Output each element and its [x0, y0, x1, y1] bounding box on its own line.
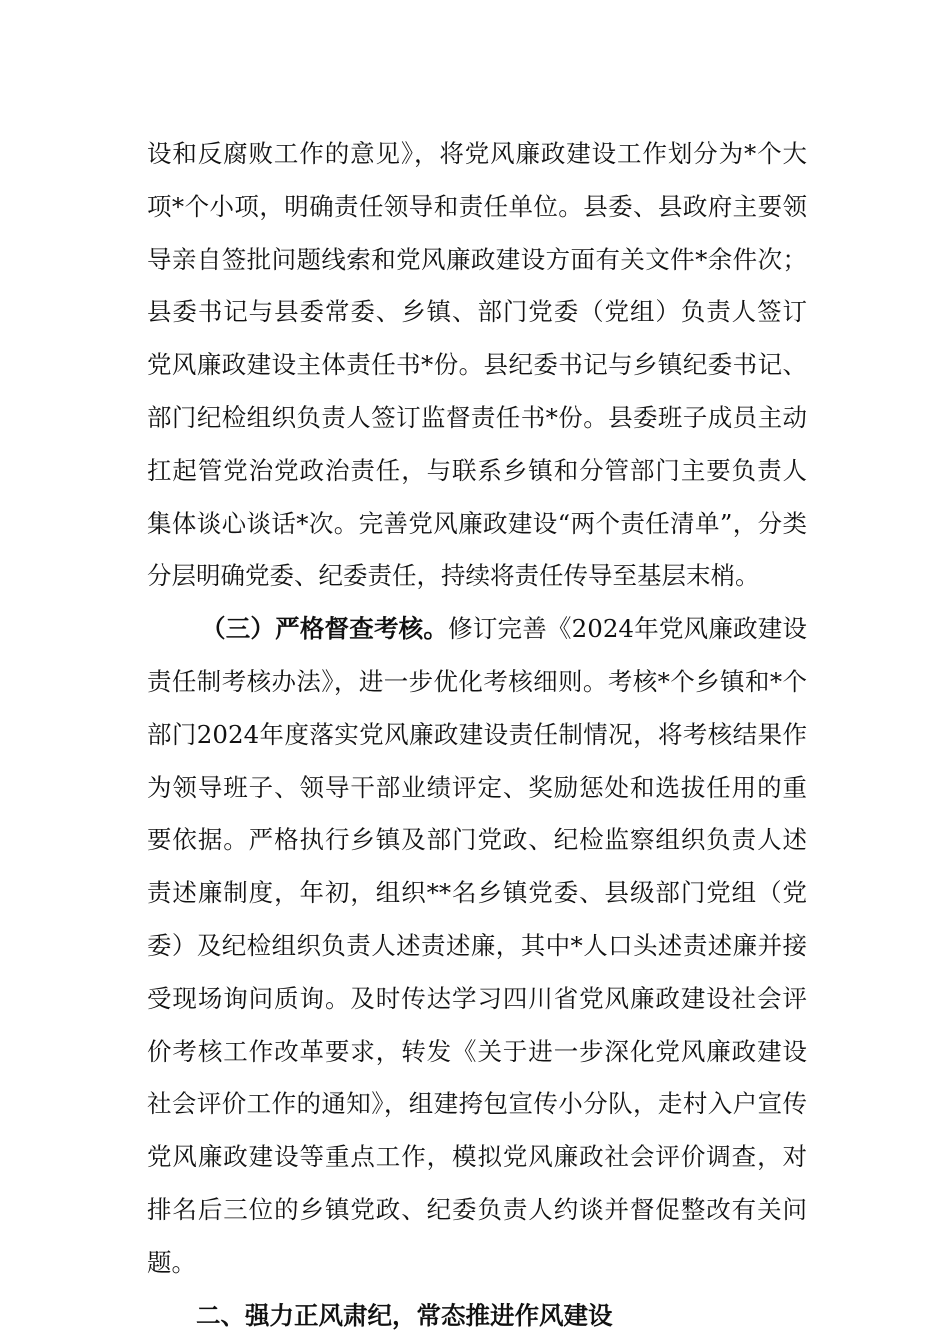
document-body — [147, 128, 807, 1342]
paragraph-responsibility-assignment: 设和反腐败工作的意见》，将党风廉政建设工作划分为*个大项*个小项，明确责任领导和责任单位。县委、县政府主要领导亲自签批问题线索和党风廉政建设方面有关文件*余件次；县委书记与县委常委、乡镇、部门党委（党组）负责人签订党风廉政建设主体责任书*份。县纪委书记与乡镇纪委书记、部门纪检组织负责人签订监督责任书*份。县委班子成员主动扛起管党治党政治责任，与联系乡镇和分管部门主要负责人集体谈心谈话*次。完善党风廉政建设“两个责任清单”，分类分层明确党委、纪委责任，持续将责任传导至基层末梢。 — [147, 139, 807, 591]
section-3-paragraph — [147, 603, 807, 1289]
section-3-body: 修订完善《2024年党风廉政建设责任制考核办法》，进一步优化考核细则。考核*个乡镇和*个部门2024年度落实党风廉政建设责任制情况，将考核结果作为领导班子、领导干部业绩评定、奖励惩处和选拔任用的重要依据。严格执行乡镇及部门党政、纪检监察组织负责人述责述廉制度，年初，组织**名乡镇党委、县级部门党组（党委）及纪检组织负责人述责述廉，其中*人口头述责述廉并接受现场询问质询。及时传达学习四川省党风廉政建设社会评价考核工作改革要求，转发《关于进一步深化党风廉政建设社会评价工作的通知》，组建挎包宣传小分队，走村入户宣传党风廉政建设等重点工作，模拟党风廉政社会评价调查，对排名后三位的乡镇党政、纪委负责人约谈并督促整改有关问题。 — [147, 614, 807, 1277]
heading-section-2: 二、强力正风肃纪，常态推进作风建设 — [196, 1300, 613, 1330]
section-3-title: （三）严格督查考核。 — [201, 614, 449, 644]
